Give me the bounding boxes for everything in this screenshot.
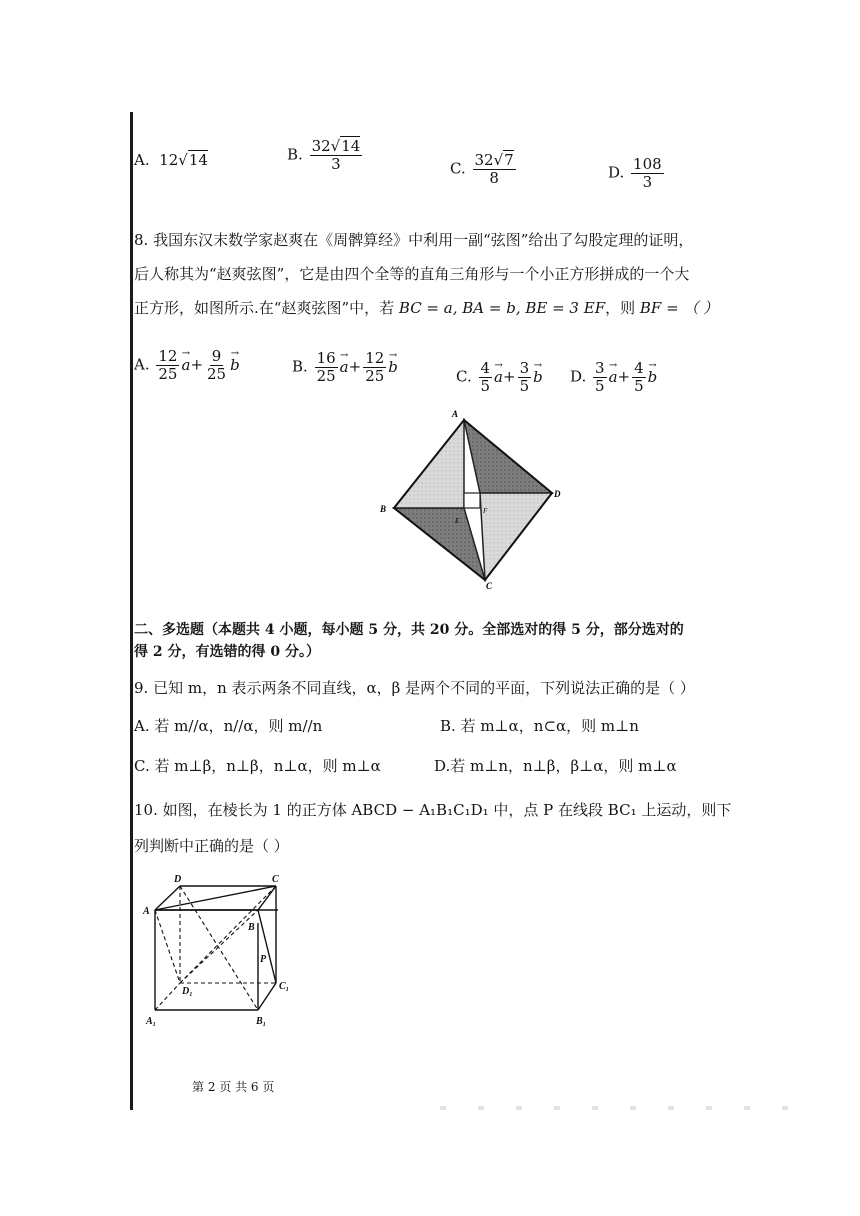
edge-A1D1 xyxy=(155,983,180,1010)
q8-option-d: D. $\frac{3}{5}$ → a+ $\frac{4}{5}$ → b xyxy=(570,360,657,395)
edge-B1C1 xyxy=(258,983,276,1010)
edge-AC xyxy=(155,886,276,910)
diag-CD1 xyxy=(180,886,276,983)
q7-option-c: C. $\frac{32√7}{8}$ xyxy=(450,151,514,187)
label-A: A xyxy=(143,906,150,917)
section2-heading-line-2: 得 2 分，有选错的得 0 分。） xyxy=(134,644,320,660)
diag-AD1 xyxy=(155,910,180,983)
q8-stem-line-3: 正方形，如图所示.在“赵爽弦图”中，若 BC = a, BA = b, BE = 3 EF，则 BF = （ ） xyxy=(134,299,719,317)
section2-heading-line-1: 二、多选题（本题共 4 小题，每小题 5 分，共 20 分。全部选对的得 5 分，部分选对的 xyxy=(134,622,684,638)
label-B: B xyxy=(248,922,255,933)
label-C1: C₁ xyxy=(279,981,290,992)
q9-option-b: B. 若 m⊥α，n⊂α，则 m⊥n xyxy=(440,717,639,735)
scan-noise xyxy=(440,1106,820,1110)
left-margin-rule xyxy=(130,112,133,1110)
diag-D1B xyxy=(180,910,258,983)
label-A: A xyxy=(452,409,459,419)
q7-option-a: A. 12√14 xyxy=(134,151,208,169)
q9-stem: 9. 已知 m，n 表示两条不同直线，α，β 是两个不同的平面，下列说法正确的是（ ） xyxy=(134,679,695,697)
inner-square xyxy=(464,493,480,508)
q8-option-a: A. $\frac{12}{25}$ → a+ $\frac{9}{25}$ → b xyxy=(134,348,240,383)
label-A1: A₁ xyxy=(146,1016,157,1027)
label-F: F xyxy=(483,507,488,515)
label-D: D xyxy=(174,874,182,885)
q8-stem-line-1: 8. 我国东汉末数学家赵爽在《周髀算经》中利用一副“弦图”给出了勾股定理的证明， xyxy=(134,231,694,249)
label-C: C xyxy=(486,581,493,590)
q8-vector-condition: BC = a, BA = b, BE = 3 EF xyxy=(398,299,606,317)
label-B: B xyxy=(380,504,387,514)
cube-diagram xyxy=(140,868,300,1028)
q8-question: BF = （ ） xyxy=(639,299,719,317)
label-P: P xyxy=(260,954,267,965)
label-B1: B₁ xyxy=(256,1016,267,1027)
q7-option-b: B. $\frac{32√14}{3}$ xyxy=(287,137,361,173)
q10-stem-line-1: 10. 如图，在棱长为 1 的正方体 ABCD − A₁B₁C₁D₁ 中，点 P 在线段 BC₁ 上运动，则下 xyxy=(134,801,732,819)
q9-option-c: C. 若 m⊥β，n⊥β，n⊥α，则 m⊥α xyxy=(134,757,381,775)
q10-stem-line-2: 列判断中正确的是（ ） xyxy=(134,837,289,855)
label-E: E xyxy=(455,517,460,525)
q9-option-a: A. 若 m//α，n//α，则 m//n xyxy=(134,717,323,735)
segment-BC1 xyxy=(258,910,276,983)
q8-option-c: C. $\frac{4}{5}$ → a+ $\frac{3}{5}$ → b xyxy=(456,360,543,395)
q8-stem-line-2: 后人称其为“赵爽弦图”，它是由四个全等的直角三角形与一个小正方形拼成的一个大 xyxy=(134,265,690,283)
label-C: C xyxy=(272,874,279,885)
page-footer: 第 2 页 共 6 页 xyxy=(192,1080,275,1094)
q9-option-d: D.若 m⊥n，n⊥β，β⊥α，则 m⊥α xyxy=(434,757,677,775)
zhao-shuang-diagram xyxy=(372,405,572,590)
label-D1: D₁ xyxy=(182,986,193,997)
q7-option-d: D. $\frac{108}{3}$ xyxy=(608,155,662,191)
label-D: D xyxy=(554,489,561,499)
q8-option-b: B. $\frac{16}{25}$ → a+ $\frac{12}{25}$ → b xyxy=(292,350,398,385)
